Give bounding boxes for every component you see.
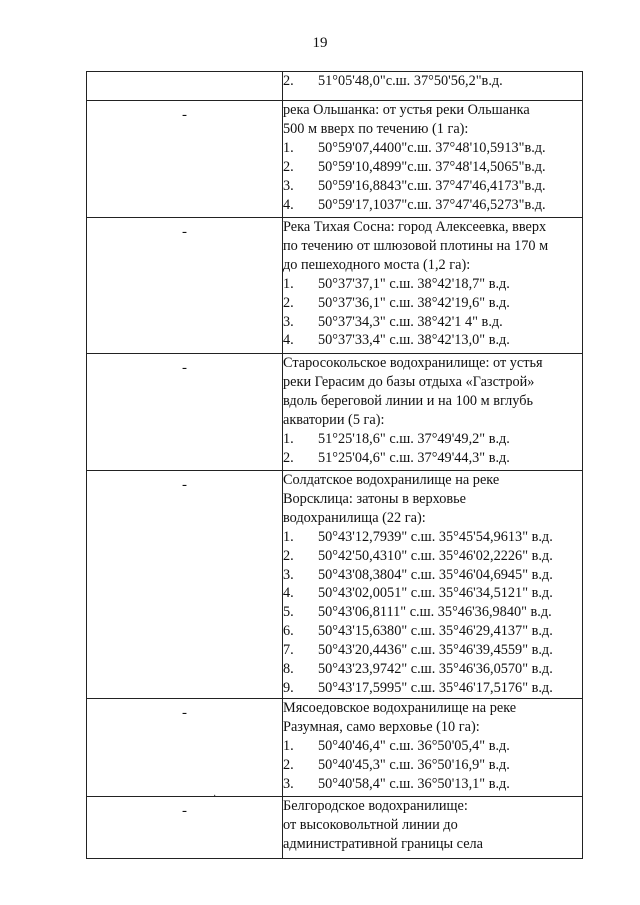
- coordinate-item: [283, 641, 582, 660]
- coordinate-item: [283, 660, 582, 679]
- coordinate-value: 50°37'34,3" с.ш. 38°42'1 4" в.д.: [318, 313, 503, 330]
- coordinate-number: 8.: [283, 661, 294, 678]
- water-bodies-table: [86, 71, 583, 859]
- coordinate-item: [283, 547, 582, 566]
- row-marker-cell: [87, 354, 283, 471]
- coordinate-item: [283, 584, 582, 603]
- description-line: Разумная, само верховье (10 га):: [283, 718, 480, 735]
- coordinate-number: 6.: [283, 623, 294, 640]
- coordinate-number: 1.: [283, 430, 294, 447]
- coordinate-value: 50°43'12,7939" с.ш. 35°45'54,9613" в.д.: [318, 528, 553, 545]
- table-body: [87, 72, 583, 859]
- description-line: до пешеходного моста (1,2 га):: [283, 256, 471, 273]
- row-marker-dash: -: [182, 477, 187, 493]
- description-line: Река Тихая Сосна: город Алексеевка, вверх: [283, 219, 547, 235]
- coordinate-item: [283, 430, 582, 449]
- coordinate-item: [283, 622, 582, 641]
- coordinate-value: 50°40'45,3" с.ш. 36°50'16,9" в.д.: [318, 756, 510, 773]
- coordinate-item: [283, 294, 582, 313]
- row-description-cell: [283, 698, 583, 796]
- table-row: [87, 471, 583, 699]
- row-marker-cell: [87, 698, 283, 796]
- description-line: Ворсклица: затоны в верховье: [283, 490, 466, 507]
- coordinate-value: 50°37'33,4" с.ш. 38°42'13,0" в.д.: [318, 332, 510, 349]
- description-line: река Ольшанка: от устья реки Ольшанка: [283, 102, 530, 118]
- coordinate-value: 50°43'23,9742" с.ш. 35°46'36,0570" в.д.: [318, 661, 553, 678]
- coordinate-item: [283, 275, 582, 294]
- description-line: акватории (5 га):: [283, 411, 385, 428]
- coordinate-item: [283, 331, 582, 350]
- description-line: Мясоедовское водохранилище на реке: [283, 699, 517, 716]
- coordinate-item: [283, 196, 582, 215]
- coordinate-item: [283, 313, 582, 332]
- coordinate-value: 50°43'06,8111" с.ш. 35°46'36,9840" в.д.: [318, 604, 552, 621]
- coordinate-number: 1.: [283, 528, 294, 545]
- coordinate-number: 7.: [283, 642, 294, 659]
- coordinate-number: 1.: [283, 737, 294, 754]
- coordinate-item: [283, 449, 582, 468]
- coordinate-number: 1.: [283, 275, 294, 292]
- coordinate-number: 3.: [283, 177, 294, 194]
- description-line: административной границы села: [283, 835, 484, 852]
- table-row: [87, 101, 583, 218]
- coordinate-value: 50°43'02,0051" с.ш. 35°46'34,5121" в.д.: [318, 585, 553, 602]
- coordinate-value: 50°40'46,4" с.ш. 36°50'05,4" в.д.: [318, 737, 510, 754]
- coordinate-number: 5.: [283, 604, 294, 621]
- coordinate-value: 50°59'07,4400"с.ш. 37°48'10,5913"в.д.: [318, 139, 546, 156]
- coordinate-value: 50°59'17,1037"с.ш. 37°47'46,5273"в.д.: [318, 196, 546, 213]
- row-marker-dash: -: [182, 107, 187, 123]
- coordinate-number: 3.: [283, 775, 294, 792]
- coordinate-number: 2.: [283, 547, 294, 564]
- page-number: 19: [312, 35, 328, 51]
- coordinate-value: 50°37'36,1" с.ш. 38°42'19,6" в.д.: [318, 294, 510, 311]
- coordinate-value: 50°37'37,1" с.ш. 38°42'18,7" в.д.: [318, 275, 510, 292]
- coordinate-item: [283, 775, 582, 794]
- coordinate-item: [283, 603, 582, 622]
- table-row: [87, 698, 583, 796]
- coordinate-value: 51°25'18,6" с.ш. 37°49'49,2" в.д.: [318, 430, 510, 447]
- coordinate-item: [283, 139, 582, 158]
- coordinate-value: 50°59'16,8843"с.ш. 37°47'46,4173"в.д.: [318, 177, 546, 194]
- coordinate-value: 50°43'08,3804" с.ш. 35°46'04,6945" в.д.: [318, 566, 553, 583]
- coordinate-value: 50°43'17,5995" с.ш. 35°46'17,5176" в.д.: [318, 679, 553, 696]
- table-row: [87, 796, 583, 858]
- row-marker-dash: -: [182, 224, 187, 240]
- description-line: Солдатское водохранилище на реке: [283, 472, 500, 488]
- coordinate-value: 50°43'15,6380" с.ш. 35°46'29,4137" в.д.: [318, 623, 553, 640]
- coordinate-item: [283, 72, 582, 91]
- row-description-cell: [283, 218, 583, 354]
- description-line: по течению от шлюзовой плотины на 170 м: [283, 237, 549, 254]
- row-marker-cell: [87, 101, 283, 218]
- row-description-cell: [283, 471, 583, 699]
- coordinate-item: [283, 737, 582, 756]
- row-description-cell: [283, 101, 583, 218]
- table-row: [87, 354, 583, 471]
- coordinate-item: [283, 679, 582, 698]
- description-line: реки Герасим до базы отдыха «Газстрой»: [283, 373, 535, 390]
- coordinate-number: 2.: [283, 756, 294, 773]
- description-line: водохранилища (22 га):: [283, 509, 426, 526]
- row-description-cell: [283, 796, 583, 858]
- row-marker-dash: -: [182, 802, 187, 819]
- coordinate-number: 4.: [283, 332, 294, 349]
- coordinate-value: 50°43'20,4436" с.ш. 35°46'39,4559" в.д.: [318, 642, 553, 659]
- table-row: [87, 218, 583, 354]
- coordinate-item: [283, 756, 582, 775]
- description-line: от высоковольтной линии до: [283, 816, 458, 833]
- coordinate-number: 2.: [283, 73, 294, 89]
- coordinate-number: 3.: [283, 313, 294, 330]
- coordinate-number: 2.: [283, 449, 294, 466]
- row-marker-dash: -: [182, 360, 187, 376]
- coordinate-number: 2.: [283, 294, 294, 311]
- coordinate-number: 9.: [283, 679, 294, 696]
- row-marker-cell: [87, 72, 283, 101]
- row-marker-dash: -: [182, 704, 187, 721]
- coordinate-number: 4.: [283, 196, 294, 213]
- coordinate-item: [283, 158, 582, 177]
- coordinate-value: 51°25'04,6" с.ш. 37°49'44,3" в.д.: [318, 449, 510, 466]
- row-description-cell: [283, 354, 583, 471]
- description-line: Белгородское водохранилище:: [283, 797, 468, 814]
- coordinate-value: 50°59'10,4899"с.ш. 37°48'14,5065"в.д.: [318, 158, 546, 175]
- row-marker-cell: [87, 218, 283, 354]
- description-line: вдоль береговой линии и на 100 м вглубь: [283, 392, 533, 409]
- coordinate-item: [283, 528, 582, 547]
- table-row: [87, 72, 583, 101]
- coordinate-item: [283, 566, 582, 585]
- scan-speck: ·: [213, 791, 217, 802]
- coordinate-number: 4.: [283, 585, 294, 602]
- description-line: 500 м вверх по течению (1 га):: [283, 120, 469, 137]
- coordinate-number: 3.: [283, 566, 294, 583]
- coordinate-number: 2.: [283, 158, 294, 175]
- coordinate-item: [283, 177, 582, 196]
- coordinate-number: 1.: [283, 139, 294, 156]
- description-line: Старосокольское водохранилище: от устья: [283, 355, 543, 371]
- row-marker-cell: [87, 471, 283, 699]
- coordinate-value: 50°40'58,4" с.ш. 36°50'13,1" в.д.: [318, 775, 510, 792]
- row-marker-cell: [87, 796, 283, 858]
- row-description-cell: [283, 72, 583, 101]
- coordinate-value: 50°42'50,4310" с.ш. 35°46'02,2226" в.д.: [318, 547, 553, 564]
- coordinate-value: 51°05'48,0"с.ш. 37°50'56,2"в.д.: [318, 73, 503, 89]
